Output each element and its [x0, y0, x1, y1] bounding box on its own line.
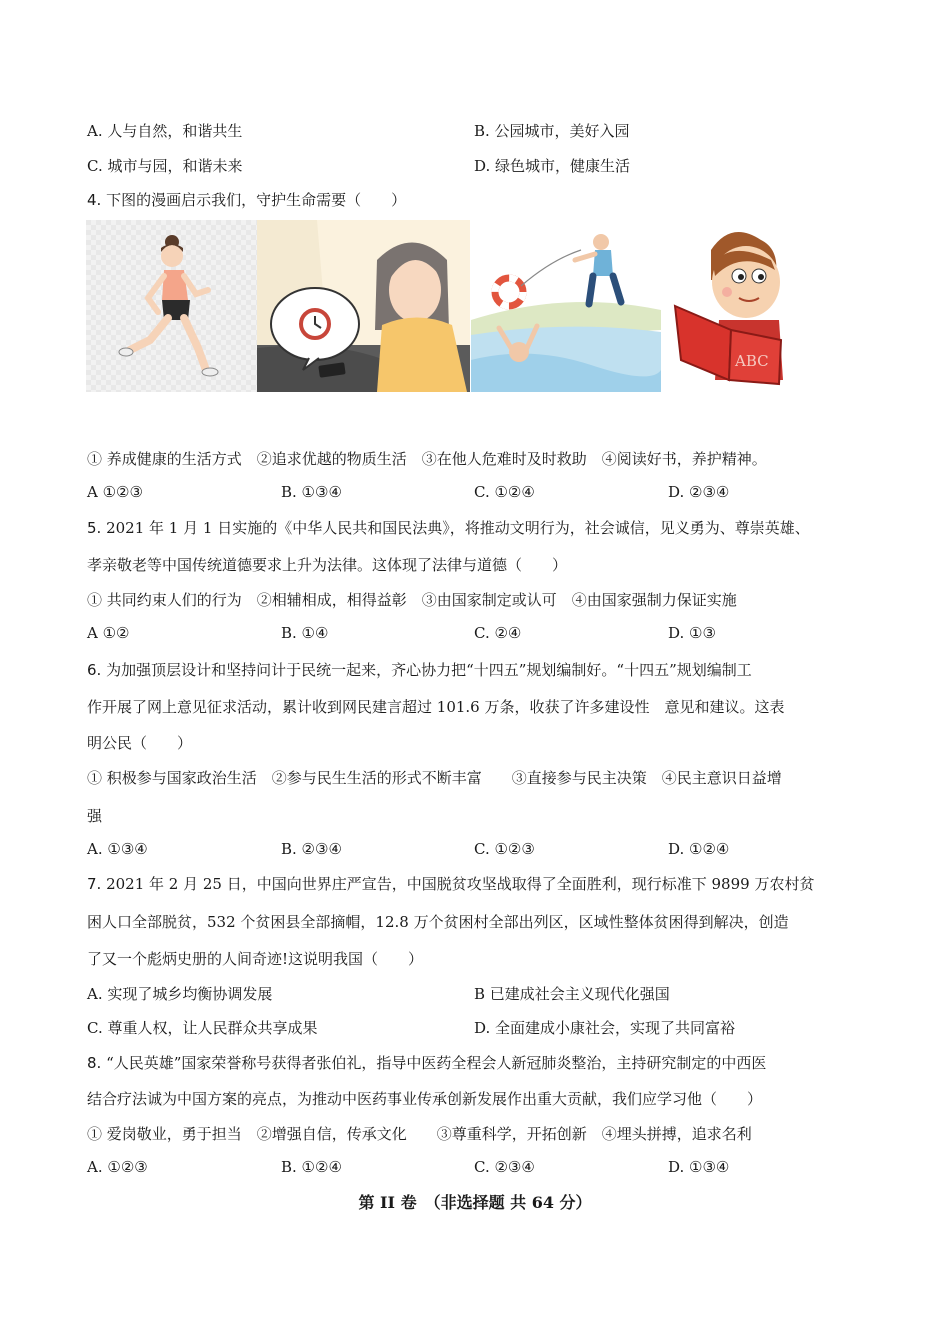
- q3-option-a: A. 人与自然，和谐共生: [87, 122, 243, 140]
- q5-line1-text: 2021 年 1 月 1 日实施的《中华人民共和国民法典》，将推动文明行为，社会诚信，见义勇为、尊崇英雄、: [106, 519, 810, 537]
- girl-alarm-clock-image: [257, 220, 470, 392]
- q8-number: 8.: [87, 1054, 102, 1072]
- q6-option-b: B. ②③④: [281, 840, 342, 858]
- running-girl-image: [86, 220, 257, 392]
- q6-stem-line1: [87, 659, 752, 680]
- q7-option-b: B 已建成社会主义现代化强国: [474, 985, 670, 1003]
- q4-stem: [87, 189, 406, 210]
- q8-statements: ① 爱岗敬业，勇于担当 ②增强自信，传承文化 ③尊重科学，开拓创新 ④埋头拼搏，追求名利: [87, 1125, 752, 1143]
- q5-stem-line2: 孝亲敬老等中国传统道德要求上升为法律。这体现了法律与道德（ ）: [87, 556, 568, 574]
- section-2-title: 第 II 卷 （非选择题 共 64 分）: [358, 1193, 592, 1212]
- q4-option-d: D. ②③④: [668, 483, 730, 501]
- q6-option-d: D. ①②④: [668, 840, 730, 858]
- q4-option-c: C. ①②④: [474, 483, 535, 501]
- q7-number: 7.: [87, 875, 102, 893]
- q8-option-c: C. ②③④: [474, 1158, 535, 1176]
- q8-stem-line2: 结合疗法诚为中国方案的亮点，为推动中医药事业传承创新发展作出重大贡献，我们应学习他（ ）: [87, 1090, 763, 1108]
- q8-stem-line1: [87, 1052, 766, 1073]
- q7-stem-line3: 了又一个彪炳史册的人间奇迹!这说明我国（ ）: [87, 950, 424, 968]
- q7-option-a: A. 实现了城乡均衡协调发展: [87, 985, 273, 1003]
- q3-option-b: B. 公园城市，美好入园: [474, 122, 630, 140]
- rescue-image: [471, 220, 661, 392]
- q5-option-d: D. ①③: [668, 624, 716, 642]
- boy-reading-image: [671, 220, 797, 392]
- q8-line1-text: “人民英雄”国家荣誉称号获得者张伯礼，指导中医药全程会人新冠肺炎整治，主持研究制定的中西医: [106, 1054, 767, 1072]
- q5-option-a: A ①②: [87, 624, 130, 642]
- q8-option-a: A. ①②③: [87, 1158, 148, 1176]
- q3-option-c: C. 城市与园，和谐未来: [87, 157, 243, 175]
- q7-option-d: D. 全面建成小康社会，实现了共同富裕: [474, 1019, 736, 1037]
- q5-option-b: B. ①④: [281, 624, 329, 642]
- q7-stem-line2: 困人口全部脱贫，532 个贫困县全部摘帽，12.8 万个贫困村全部出列区，区域性整体贫困得到解决，创造: [87, 913, 789, 931]
- q6-number: 6.: [87, 661, 102, 679]
- q6-stem-line3: 明公民（ ）: [87, 734, 193, 752]
- q6-stem-line2: 作开展了网上意见征求活动，累计收到网民建言超过 101.6 万条，收获了许多建设性 意见和建议。这表: [87, 698, 785, 716]
- q7-option-c: C. 尊重人权，让人民群众共享成果: [87, 1019, 318, 1037]
- q4-option-b: B. ①③④: [281, 483, 342, 501]
- q6-option-c: C. ①②③: [474, 840, 535, 858]
- q4-option-a: A ①②③: [87, 483, 143, 501]
- q5-statements: ① 共同约束人们的行为 ②相辅相成，相得益彰 ③由国家制定或认可 ④由国家强制力保证实施: [87, 591, 737, 609]
- q8-option-d: D. ①③④: [668, 1158, 730, 1176]
- q7-line1-text: 2021 年 2 月 25 日，中国向世界庄严宣告，中国脱贫攻坚战取得了全面胜利，现行标准下 9899 万农村贫: [106, 875, 815, 893]
- q6-line1-text: 为加强顶层设计和坚持问计于民统一起来，齐心协力把“十四五”规划编制好。“十四五”规划编制工: [106, 661, 752, 679]
- q6-option-a: A. ①③④: [87, 840, 148, 858]
- q4-number: 4.: [87, 191, 102, 209]
- q4-statements: ① 养成健康的生活方式 ②追求优越的物质生活 ③在他人危难时及时救助 ④阅读好书，养护精神。: [87, 450, 767, 468]
- q5-stem-line1: [87, 517, 810, 538]
- q5-option-c: C. ②④: [474, 624, 522, 642]
- book-abc-text: ABC: [735, 352, 769, 370]
- q5-number: 5.: [87, 519, 102, 537]
- q7-stem-line1: [87, 873, 814, 894]
- q3-option-d: D. 绿色城市，健康生活: [474, 157, 631, 175]
- q4-stem-text: 下图的漫画启示我们，守护生命需要（ ）: [106, 191, 407, 209]
- q8-option-b: B. ①②④: [281, 1158, 342, 1176]
- q6-statements-line2: 强: [87, 807, 103, 825]
- q6-statements-line1: ① 积极参与国家政治生活 ②参与民生生活的形式不断丰富 ③直接参与民主决策 ④民主意识日益增: [87, 769, 782, 787]
